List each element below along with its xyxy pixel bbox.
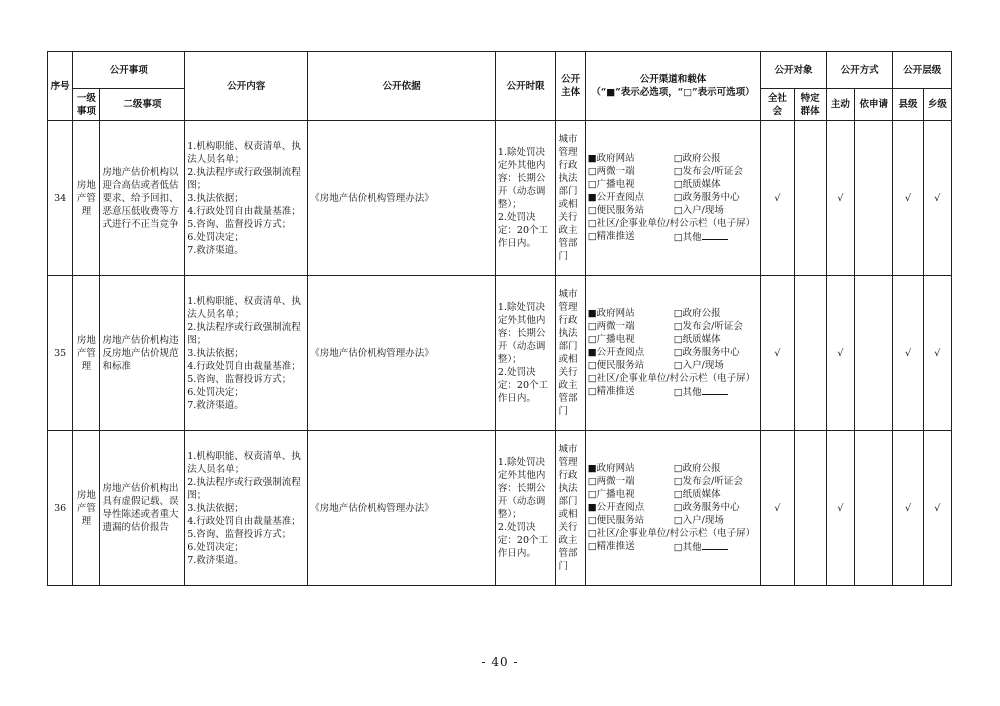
- table-row: [48, 276, 952, 431]
- row-level1: 房地产管理: [73, 431, 100, 586]
- header-level1: 一级事项: [73, 89, 100, 121]
- header-channels: 公开渠道和载体 （“■”表示必选项，“□”表示可选项）: [585, 52, 761, 121]
- header-method-active: 主动: [826, 89, 854, 121]
- header-level-county: 县级: [893, 89, 923, 121]
- row-time: 1.除处罚决定外其他内容：长期公开（动态调整）； 2.处罚决定：20个工作日内。: [495, 121, 556, 276]
- row-level1: 房地产管理: [73, 276, 100, 431]
- row-number: 36: [48, 431, 73, 586]
- row-basis: 《房地产估价机构管理办法》: [308, 431, 496, 586]
- row-channels: ■政府网站 □政府公报 □两微一端 □发布会/听证会 □广播电视 □纸质媒体 ■公开查阅点 □政务服务中心 □便民服务站 □入户/现场 □社区/企事业单位/村公示栏（电子屏） □精准推送 □其他: [585, 431, 761, 586]
- row-number: 34: [48, 121, 73, 276]
- check-level-town: √: [923, 431, 951, 586]
- table-row: [48, 121, 952, 276]
- check-level-county: √: [893, 276, 923, 431]
- row-subject: 城市管理行政执法部门或相关行政主管部门: [556, 121, 585, 276]
- check-level-county: √: [893, 431, 923, 586]
- check-method-active: √: [826, 431, 854, 586]
- header-method-request: 依申请: [855, 89, 893, 121]
- check-level-town: √: [923, 276, 951, 431]
- header-target: 公开对象: [761, 52, 827, 89]
- header-level: 公开层级: [893, 52, 952, 89]
- check-target-specific: [794, 121, 826, 276]
- check-level-town: √: [923, 121, 951, 276]
- row-time: 1.除处罚决定外其他内容：长期公开（动态调整）； 2.处罚决定：20个工作日内。: [495, 431, 556, 586]
- header-target-specific: 特定群体: [794, 89, 826, 121]
- header-method: 公开方式: [826, 52, 893, 89]
- row-subject: 城市管理行政执法部门或相关行政主管部门: [556, 431, 585, 586]
- page-number: - 40 -: [481, 655, 519, 669]
- header-level2: 二级事项: [100, 89, 185, 121]
- row-subject: 城市管理行政执法部门或相关行政主管部门: [556, 276, 585, 431]
- row-basis: 《房地产估价机构管理办法》: [308, 121, 496, 276]
- row-level2: 房地产估价机构出具有虚假记载、误导性陈述或者重大遗漏的估价报告: [100, 431, 185, 586]
- check-target-all: √: [761, 121, 794, 276]
- row-number: 35: [48, 276, 73, 431]
- disclosure-table: [47, 51, 952, 586]
- table-row: [48, 431, 952, 586]
- row-level1: 房地产管理: [73, 121, 100, 276]
- header-basis: 公开依据: [308, 52, 496, 121]
- row-time: 1.除处罚决定外其他内容：长期公开（动态调整）； 2.处罚决定：20个工作日内。: [495, 276, 556, 431]
- header-time: 公开时限: [495, 52, 556, 121]
- row-content: 1.机构职能、权责清单、执法人员名单； 2.执法程序或行政强制流程图； 3.执法依据； 4.行政处罚自由裁量基准； 5.咨询、监督投诉方式； 6.处罚决定； 7.救济渠道。: [185, 276, 308, 431]
- row-level2: 房地产估价机构违反房地产估价规范和标准: [100, 276, 185, 431]
- row-content: 1.机构职能、权责清单、执法人员名单； 2.执法程序或行政强制流程图； 3.执法依据； 4.行政处罚自由裁量基准； 5.咨询、监督投诉方式； 6.处罚决定； 7.救济渠道。: [185, 431, 308, 586]
- row-channels: ■政府网站 □政府公报 □两微一端 □发布会/听证会 □广播电视 □纸质媒体 ■公开查阅点 □政务服务中心 □便民服务站 □入户/现场 □社区/企事业单位/村公示栏（电子屏） □精准推送 □其他: [585, 276, 761, 431]
- header-level-town: 乡级: [923, 89, 951, 121]
- check-method-active: √: [826, 276, 854, 431]
- header-target-all: 全社会: [761, 89, 794, 121]
- check-target-specific: [794, 276, 826, 431]
- check-target-specific: [794, 431, 826, 586]
- header-content: 公开内容: [185, 52, 308, 121]
- check-level-county: √: [893, 121, 923, 276]
- row-channels: ■政府网站 □政府公报 □两微一端 □发布会/听证会 □广播电视 □纸质媒体 ■公开查阅点 □政务服务中心 □便民服务站 □入户/现场 □社区/企事业单位/村公示栏（电子屏） □精准推送 □其他: [585, 121, 761, 276]
- check-target-all: √: [761, 431, 794, 586]
- row-level2: 房地产估价机构以迎合高估或者低估要求、给予回扣、恶意压低收费等方式进行不正当竞争: [100, 121, 185, 276]
- row-basis: 《房地产估价机构管理办法》: [308, 276, 496, 431]
- header-matter: 公开事项: [73, 52, 185, 89]
- check-method-request: [855, 431, 893, 586]
- check-target-all: √: [761, 276, 794, 431]
- header-seq: 序号: [48, 52, 73, 121]
- check-method-active: √: [826, 121, 854, 276]
- check-method-request: [855, 276, 893, 431]
- row-content: 1.机构职能、权责清单、执法人员名单； 2.执法程序或行政强制流程图； 3.执法依据； 4.行政处罚自由裁量基准； 5.咨询、监督投诉方式； 6.处罚决定； 7.救济渠道。: [185, 121, 308, 276]
- check-method-request: [855, 121, 893, 276]
- header-subject: 公开主体: [556, 52, 585, 121]
